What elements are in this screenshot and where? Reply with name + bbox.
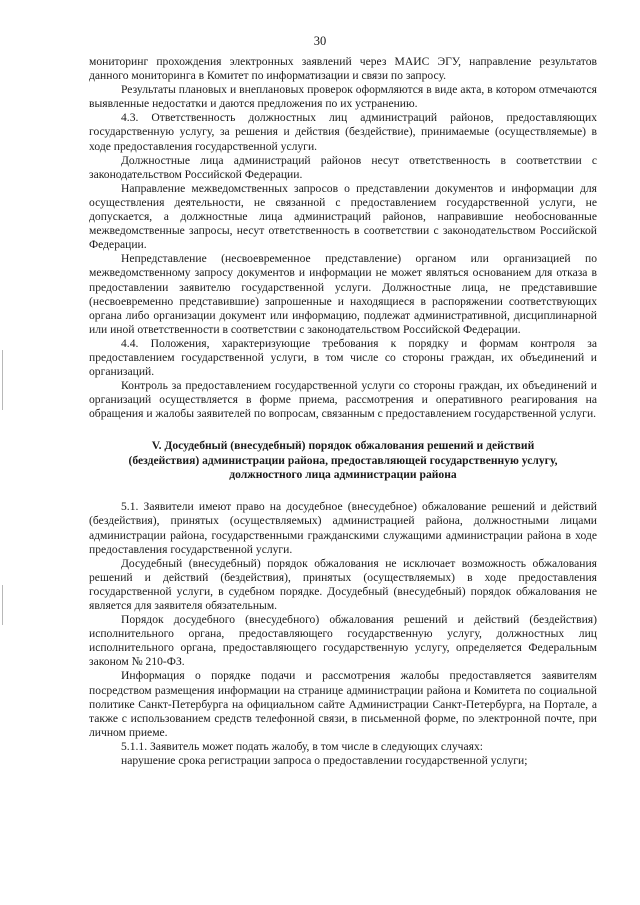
paragraph-monitoring: мониторинг прохождения электронных заявлений через МАИС ЭГУ, направление результатов данного мониторинга в Комитет по информатизации и связи по запросу. xyxy=(89,55,597,83)
scan-edge-mark xyxy=(2,585,3,625)
paragraph-interagency-requests: Направление межведомственных запросов о представлении документов и информации для осуществления деятельности, не связанной с предоставлением государственной услуги, не допускается, а должностные лица администраций районов, направившие необоснованные межведомственные запросы, несут ответственность в соответствии с законодательством Российской Федерации. xyxy=(89,181,597,252)
paragraph-5-1-1: 5.1.1. Заявитель может подать жалобу, в том числе в следующих случаях: xyxy=(121,739,483,753)
paragraph-officials-responsibility: Должностные лица администраций районов несут ответственность в соответствии с законодательством Российской Федерации. xyxy=(89,153,597,181)
paragraph-nonsubmission: Непредставление (несвоевременное представление) органом или организацией по межведомственному запросу документов и информации не может являться основанием для отказа в предоставлении заявителю государственной услуги. Должностные лица, не представившие (несвоевременно представившие) запрошенные и находящиеся в распоряжении соответствующих органа либо организации документ или информацию, подлежат административной, дисциплинарной или иной ответственности в соответствии с законодательством Российской Федерации. xyxy=(89,252,597,336)
section-heading-line: должностного лица администрации района xyxy=(229,468,457,482)
paragraph-citizen-control: Контроль за предоставлением государственной услуги со стороны граждан, их объединений и организаций осуществляется в форме приема, рассмотрения и оперативного реагирования на обращения и жалобы заявителей по вопросам, связанным с предоставлением государственной услуги. xyxy=(89,379,597,421)
document-body xyxy=(89,55,597,768)
section-heading xyxy=(89,439,597,482)
paragraph-4-3: 4.3. Ответственность должностных лиц администраций районов, предоставляющих государственную услугу, за решения и действия (бездействие), принимаемые (осуществляемые) в ходе предоставления государственной услуги. xyxy=(89,111,597,153)
paragraph-complaint-information: Информация о порядке подачи и рассмотрения жалобы предоставляется заявителям посредством размещения информации на странице администрации района и Комитета по социальной политике Санкт-Петербурга на официальном сайте Администрации Санкт-Петербурга, на Портале, а также с использованием средств телефонной связи, в письменной форме, по электронной почте, при личном приеме. xyxy=(89,669,597,739)
page-number: 30 xyxy=(313,34,327,48)
paragraph-4-4: 4.4. Положения, характеризующие требования к порядку и формам контроля за предоставлением государственной услуги, в том числе со стороны граждан, их объединений и организаций. xyxy=(89,336,597,379)
paragraph-registration-violation: нарушение срока регистрации запроса о предоставлении государственной услуги; xyxy=(121,754,528,768)
paragraph-appeal-procedure: Порядок досудебного (внесудебного) обжалования решений и действий (бездействия) исполнительного органа, предоставляющего государственную услугу, должностных лиц исполнительного органа, предоставляющего государственную услугу, определяется Федеральным законом № 210-ФЗ. xyxy=(89,613,597,669)
paragraph-inspection-results: Результаты плановых и внеплановых проверок оформляются в виде акта, в котором отмечаются выявленные недостатки и даются предложения по их устранению. xyxy=(89,83,597,111)
paragraph-5-1: 5.1. Заявители имеют право на досудебное (внесудебное) обжалование решений и действий (бездействия), принятых (осуществляемых) администрацией района, должностными лицами администрации района, государственными гражданскими служащими администрации района в ходе предоставления государственной услуги. xyxy=(89,500,597,556)
paragraph-pretrial-appeal: Досудебный (внесудебный) порядок обжалования не исключает возможность обжалования решений и действий (бездействия), принятых (осуществляемых) в ходе предоставления государственной услуги, в судебном порядке. Досудебный (внесудебный) порядок обжалования не является для заявителя обязательным. xyxy=(89,556,597,612)
section-heading-line: V. Досудебный (внесудебный) порядок обжалования решений и действий xyxy=(151,439,535,453)
scan-edge-mark xyxy=(2,350,3,410)
section-heading-line: (бездействия) администрации района, предоставляющей государственную услугу, xyxy=(128,453,558,467)
